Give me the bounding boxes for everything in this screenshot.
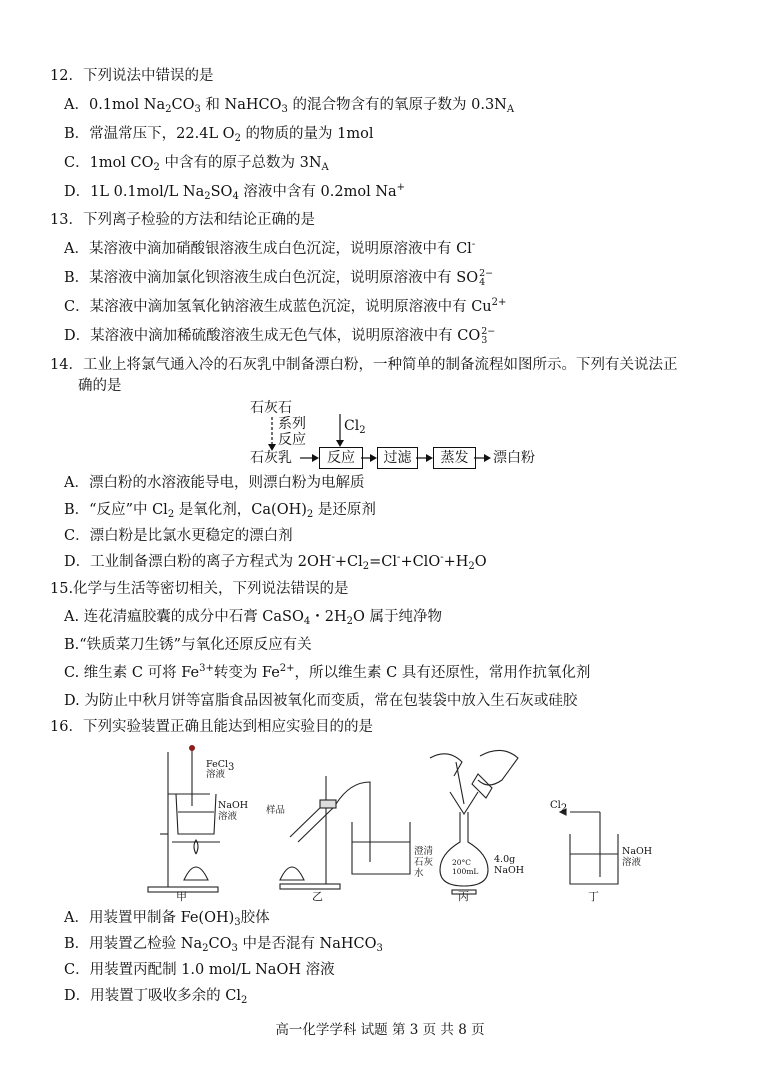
- apparatus-ding: [560, 809, 618, 884]
- label-naoh-ding: NaOH 溶液: [622, 846, 653, 868]
- q13-option-b: B．某溶液中滴加氯化钡溶液生成白色沉淀，说明原溶液中有 SO 2− 4: [64, 268, 494, 288]
- weigh-boat-bing: [472, 774, 492, 798]
- beaker-yi: [352, 822, 410, 874]
- delivery-tube-yi: [336, 782, 370, 862]
- q13-option-d: D．某溶液中滴加稀硫酸溶液生成无色气体，说明原溶液中有 CO 2− 3: [64, 326, 496, 346]
- caption-bing: 丙: [458, 890, 469, 903]
- q14-stem-line2: 确的是: [78, 378, 122, 394]
- arrowhead-filter: [370, 454, 377, 462]
- arrowhead-evap: [426, 454, 433, 462]
- hand-left-bing: [430, 754, 462, 776]
- beaker-ding: [570, 834, 618, 884]
- q12-option-d: D．1L 0.1mol/L $Na_2SO_4$ 溶液中含有 0.2mol Na+: [64, 182, 406, 202]
- flow-cl2: $Cl_2$: [344, 418, 366, 436]
- q16-option-a: A．用装置甲制备 $Fe(OH)_3$胶体: [64, 910, 270, 928]
- label-flask: 20°C 100mL: [452, 858, 479, 876]
- q15-option-b: B.“铁质菜刀生锈”与氧化还原反应有关: [64, 637, 312, 653]
- flow-product: 漂白粉: [493, 450, 535, 466]
- beaker-jia: [176, 794, 216, 834]
- q15-option-c: C. 维生素 C 可将 $Fe^{3+}$转变为 $Fe^{2+}$，所以维生素 C 具有还原性，常用作抗氧化剂: [64, 663, 591, 681]
- q14-stem-line1: 14．工业上将氯气通入冷的石灰乳中制备漂白粉，一种简单的制备流程如图所示。下列有关说法正: [50, 357, 678, 373]
- flow-box-evaporate: 蒸发: [433, 447, 476, 469]
- q13-option-c: C．某溶液中滴加氢氧化钠溶液生成蓝色沉淀，说明原溶液中有 $Cu^{2+}$: [64, 297, 507, 315]
- q16-option-b: B．用装置乙检验 $Na_2CO_3$ 中是否混有 NaHCO$_3$: [64, 936, 383, 954]
- q14-option-c: C．漂白粉是比氯水更稳定的漂白剂: [64, 528, 293, 544]
- arrowhead-react: [312, 454, 319, 462]
- q16-option-d: D．用装置丁吸收多余的 $Cl_2$: [64, 988, 248, 1006]
- stand-base-yi: [280, 884, 340, 889]
- label-sample: 样品: [266, 805, 286, 816]
- apparatus-yi: [280, 776, 410, 889]
- q14-option-a: A．漂白粉的水溶液能导电，则漂白粉为电解质: [64, 475, 365, 491]
- bleach-flowchart: [244, 396, 584, 468]
- label-cl2-ding: $Cl_2$: [550, 800, 568, 814]
- label-solid-naoh: 4.0g NaOH: [494, 854, 525, 876]
- lamp-yi: [280, 867, 304, 880]
- q12-option-c: C．1mol $CO_2$ 中含有的原子总数为 $3N_A$: [64, 155, 329, 173]
- q14-option-d: D．工业制备漂白粉的离子方程式为 $2OH^-+Cl_2=Cl^-+ClO^-+H_2O$: [64, 552, 487, 572]
- glass-rod-bing: [456, 762, 464, 804]
- cl2-arrowhead: [336, 440, 344, 447]
- q15-stem: 15.化学与生活等密切相关，下列说法错误的是: [50, 581, 349, 597]
- q12-stem: 12．下列说法中错误的是: [50, 68, 214, 84]
- caption-yi: 乙: [312, 890, 323, 903]
- q12-option-b: B．常温常压下，22.4L $O_2$ 的物质的量为 1mol: [64, 126, 374, 144]
- dropper-bulb-jia: [189, 745, 195, 751]
- label-fecl3: FeCl$_3$ 溶液: [206, 759, 235, 780]
- q13-option-a: A．某溶液中滴加硝酸银溶液生成白色沉淀，说明原溶液中有 Cl-: [64, 239, 476, 257]
- lamp-jia: [184, 867, 208, 880]
- flow-limestone: 石灰石: [250, 400, 292, 416]
- q15-option-a: A. 连花清瘟胶囊的成分中石膏 CaSO$_4$・$2H_2O$ 属于纯净物: [64, 609, 442, 627]
- flow-box-filter: 过滤: [377, 447, 418, 469]
- q14-option-b: B．“反应”中 $Cl_2$ 是氧化剂，$Ca(OH)_2$ 是还原剂: [64, 502, 376, 520]
- label-naoh-jia: NaOH 溶液: [218, 800, 249, 822]
- clamp-yi: [320, 800, 336, 808]
- q16-option-c: C．用装置丙配制 1.0 mol/L NaOH 溶液: [64, 962, 335, 978]
- caption-jia: 甲: [176, 890, 187, 903]
- arrowhead-product: [484, 454, 491, 462]
- q12-option-a: A．0.1mol $Na_2CO_3$ 和 NaHCO$_3$ 的混合物含有的氧原子数为 $0.3N_A$: [64, 97, 515, 115]
- page-footer: 高一化学学科 试题 第 3 页 共 8 页: [275, 1022, 485, 1038]
- q15-option-d: D. 为防止中秋月饼等富脂食品因被氧化而变质，常在包装袋中放入生石灰或硅胶: [64, 693, 578, 709]
- q16-apparatus-figure: [130, 742, 690, 902]
- label-limewater: 澄清 石灰 水: [414, 846, 434, 879]
- flow-box-react: 反应: [319, 447, 363, 469]
- q16-stem: 16．下列实验装置正确且能达到相应实验目的的是: [50, 719, 373, 735]
- flow-series-2: 反应: [278, 432, 306, 448]
- q13-stem: 13．下列离子检验的方法和结论正确的是: [50, 212, 315, 228]
- flow-series-1: 系列: [278, 416, 306, 432]
- flow-lime-milk: 石灰乳: [250, 450, 292, 466]
- caption-ding: 丁: [588, 890, 599, 903]
